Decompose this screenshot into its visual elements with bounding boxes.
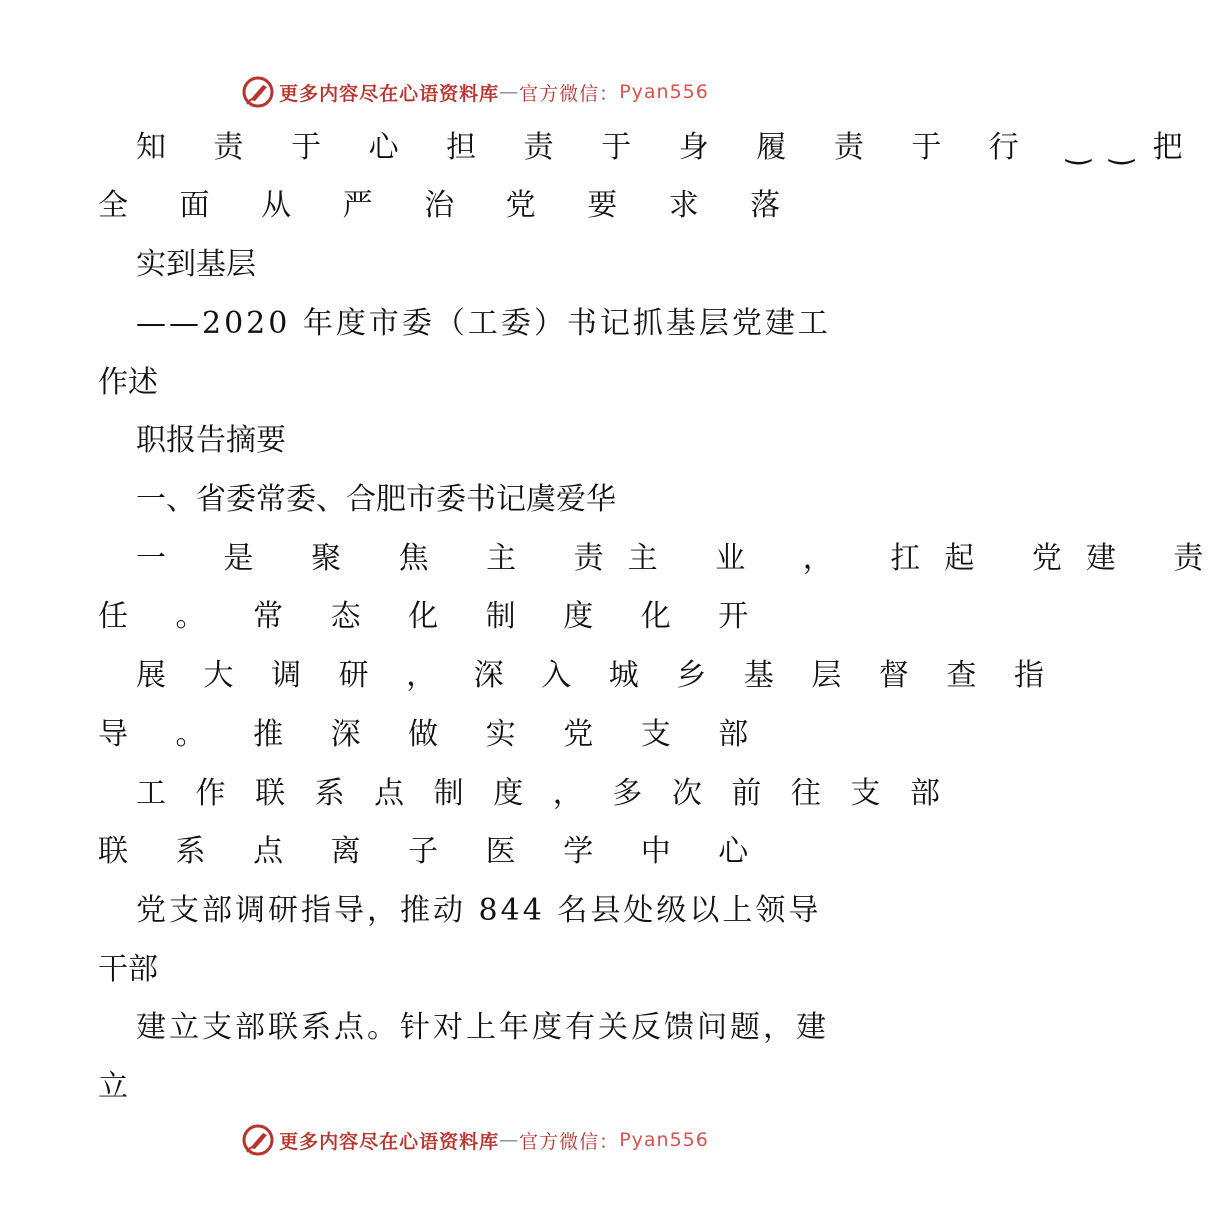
banner-main-text: 更多内容尽在心语资料库 bbox=[279, 82, 500, 105]
text-line: 任 。 常 态 化 制 度 化 开 bbox=[98, 599, 768, 634]
text-line: 作述 bbox=[98, 365, 158, 400]
banner-account: Pyan556 bbox=[619, 81, 709, 103]
banner-separator: — bbox=[499, 81, 520, 103]
banner-wechat-label: 官方微信： bbox=[519, 1130, 620, 1153]
text-line: 工 作 联 系 点 制 度 ， 多 次 前 往 支 部 bbox=[136, 776, 950, 811]
text-line: 知 责 于 心 担 责 于 身 履 责 于 行 ‿‿把 bbox=[136, 130, 1202, 165]
text-line: 展 大 调 研 ， 深 入 城 乡 基 层 督 查 指 bbox=[136, 658, 1058, 693]
footer-banner bbox=[0, 1120, 950, 1160]
text-line: 联 系 点 离 子 医 学 中 心 bbox=[98, 834, 768, 869]
quill-pen-logo-icon bbox=[241, 1123, 275, 1157]
quill-pen-logo-icon bbox=[241, 75, 275, 109]
header-banner bbox=[0, 72, 950, 112]
banner-account: Pyan556 bbox=[619, 1129, 709, 1151]
text-line: 立 bbox=[98, 1069, 128, 1104]
text-line: 一 是 聚 焦 主 责主 业 ， 扛起 党建 责 bbox=[136, 541, 1227, 576]
text-line: 导 。 推 深 做 实 党 支 部 bbox=[98, 717, 768, 752]
text-line: 职报告摘要 bbox=[136, 423, 286, 458]
banner-separator: — bbox=[499, 1129, 520, 1151]
banner-wechat-label: 官方微信： bbox=[519, 82, 620, 105]
text-line: 全 面 从 严 治 党 要 求 落 bbox=[98, 188, 802, 223]
text-line: 建立支部联系点。针对上年度有关反馈问题，建 bbox=[136, 1010, 829, 1045]
text-line: 党支部调研指导，推动 844 名县处级以上领导 bbox=[136, 893, 822, 928]
text-line: 一、省委常委、合肥市委书记虞爱华 bbox=[136, 482, 616, 517]
text-line: 干部 bbox=[98, 952, 158, 987]
banner-main-text: 更多内容尽在心语资料库 bbox=[279, 1130, 500, 1153]
text-line: ——2020 年度市委（工委）书记抓基层党建工 bbox=[136, 306, 831, 341]
text-line: 实到基层 bbox=[136, 247, 256, 282]
